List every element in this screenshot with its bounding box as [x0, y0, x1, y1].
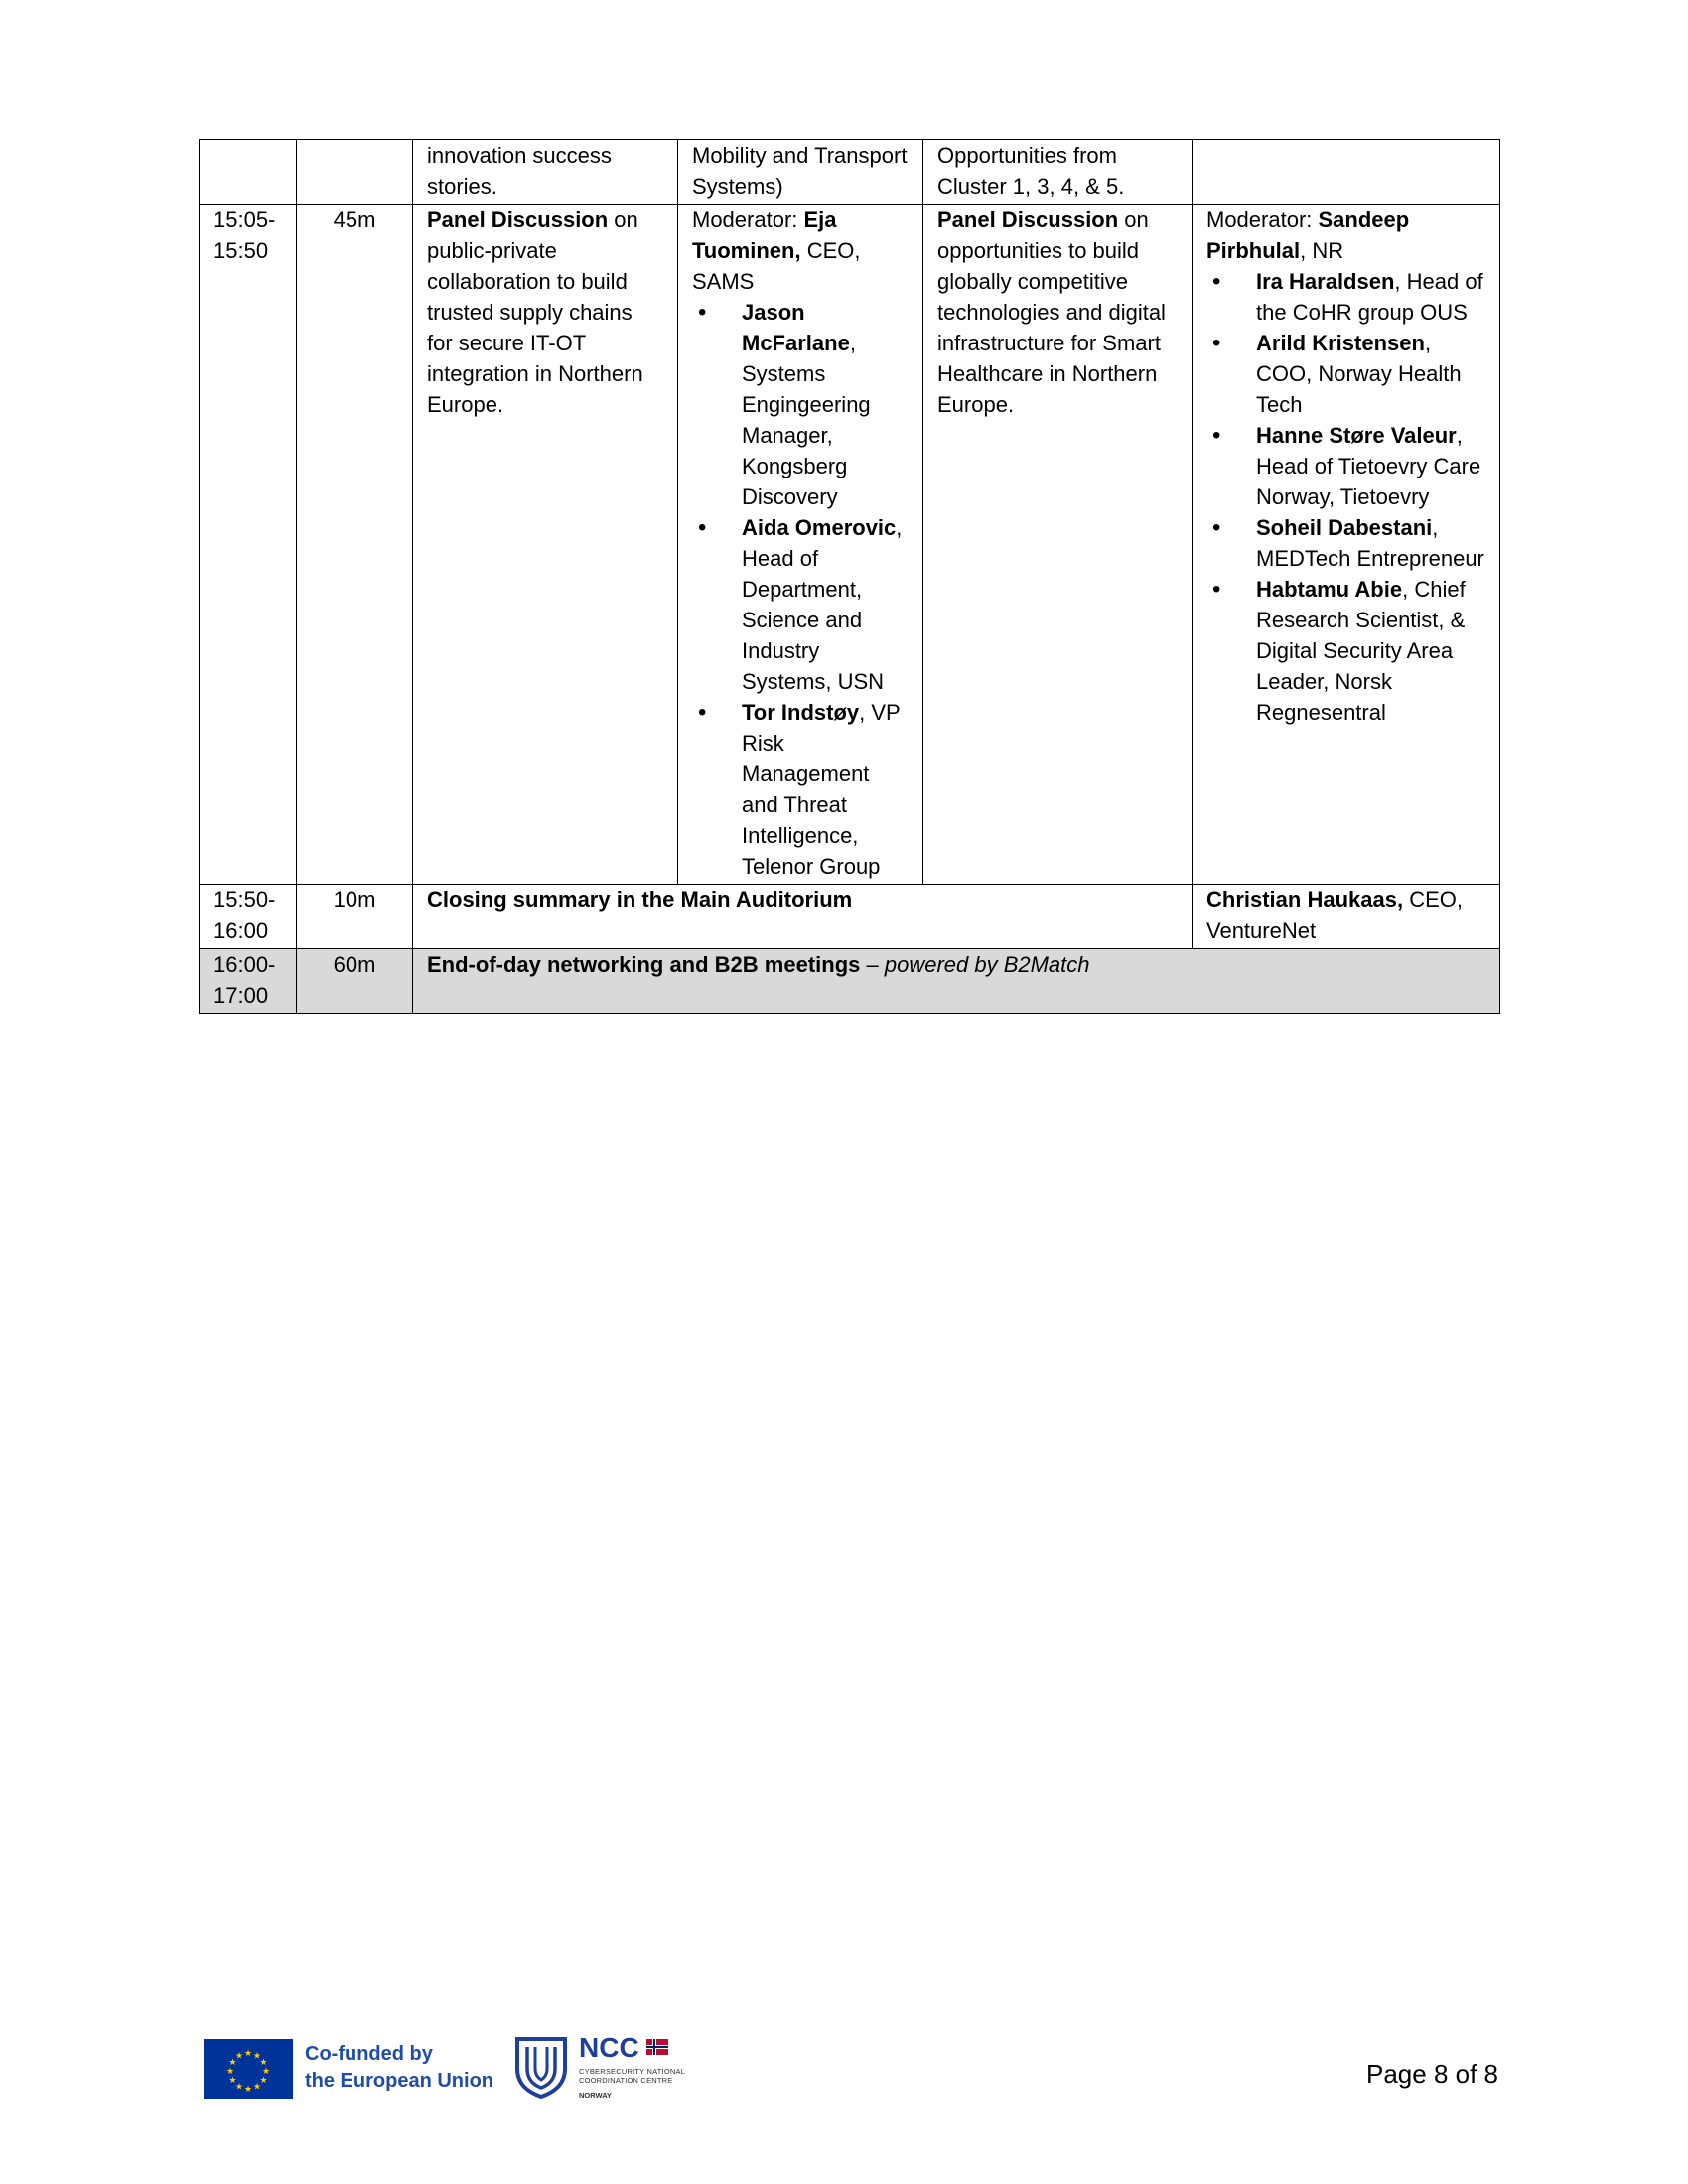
- svg-text:★: ★: [252, 2051, 262, 2062]
- svg-text:★: ★: [243, 2085, 253, 2095]
- svg-text:★: ★: [252, 2082, 262, 2093]
- list-item: • Jason McFarlane, Systems Engingeering Manager, Kongsberg Discovery: [742, 297, 909, 512]
- session-cell: Closing summary in the Main Auditorium: [413, 885, 1193, 949]
- table-row: [200, 949, 1500, 1014]
- moderator-name: Eja Tuominen,: [692, 207, 837, 263]
- time-end: 16:00: [213, 918, 269, 943]
- ncc-shield-icon: [513, 2035, 569, 2099]
- ncc-subtitle: CYBERSECURITY NATIONAL COORDINATION CENTRE: [579, 2067, 686, 2085]
- session-cell: Panel Discussion on public-private collaboration to build trusted supply chains for secure IT-OT integration in Northern Europe.: [413, 205, 678, 885]
- table-row: [200, 140, 1500, 205]
- svg-text:★: ★: [234, 2051, 244, 2062]
- eu-flag-icon: [204, 2039, 293, 2099]
- time-cell: [200, 140, 297, 205]
- agenda-table: [199, 139, 1500, 1014]
- list-item: • Tor Indstøy, VP Risk Management and Threat Intelligence, Telenor Group: [742, 697, 909, 882]
- list-item: • Ira Haraldsen, Head of the CoHR group OUS: [1256, 266, 1485, 328]
- svg-text:★: ★: [225, 2067, 235, 2077]
- svg-text:★: ★: [234, 2082, 244, 2093]
- speakers-cell: Moderator: Eja Tuominen, CEO, SAMS • Jason McFarlane, Systems Engingeering Manager, Kongsberg Discovery • Aida Omerovic, Head of Department, Science and Industry Systems, USN • Tor Indstøy, VP Risk Management and Threat Intelligence, Telenor Group: [678, 205, 923, 885]
- session-cell: Panel Discussion on opportunities to build globally competitive technologies and digital infrastructure for Smart Healthcare in Northern Europe.: [923, 205, 1193, 885]
- duration-cell: 10m: [297, 885, 413, 949]
- panelist-list: [692, 297, 909, 882]
- svg-text:★: ★: [228, 2058, 237, 2068]
- ncc-title: NCC: [579, 2032, 639, 2063]
- time-start: 16:00-: [213, 952, 276, 977]
- ncc-country: NORWAY: [579, 2091, 612, 2100]
- svg-text:★: ★: [261, 2067, 271, 2077]
- moderator-name: Sandeep Pirbhulal: [1206, 207, 1410, 263]
- norway-flag-icon: [646, 2039, 668, 2055]
- table-row: [200, 885, 1500, 949]
- svg-text:★: ★: [228, 2076, 237, 2086]
- funding-logos: [204, 2033, 690, 2103]
- speakers-cell: Mobility and Transport Systems): [678, 140, 923, 205]
- session-cell: innovation success stories.: [413, 140, 678, 205]
- svg-text:★: ★: [259, 2076, 268, 2086]
- duration-cell: 45m: [297, 205, 413, 885]
- svg-text:★: ★: [259, 2058, 268, 2068]
- table-row: [200, 205, 1500, 885]
- eu-cofunded-text: Co-funded by the European Union: [305, 2043, 493, 2092]
- duration-cell: 60m: [297, 949, 413, 1014]
- time-start: 15:05-: [213, 207, 276, 232]
- time-cell: [200, 205, 297, 885]
- time-cell: [200, 949, 297, 1014]
- duration-cell: [297, 140, 413, 205]
- list-item: • Arild Kristensen, COO, Norway Health Tech: [1256, 328, 1485, 420]
- list-item: • Soheil Dabestani, MEDTech Entrepreneur: [1256, 512, 1485, 574]
- panelist-list: [1206, 266, 1485, 728]
- eu-stars-icon: [204, 2039, 293, 2099]
- speakers-cell: Moderator: Sandeep Pirbhulal, NR • Ira Haraldsen, Head of the CoHR group OUS • Arild Kristensen, COO, Norway Health Tech • Hanne Støre Valeur, Head of Tietoevry Care Norway, Tietoevry • Soheil Dabestani, MEDTech Entrepreneur • Habtamu Abie, Chief Research Scientist, & Digital Security Area Leader, Norsk Regnesentral: [1193, 205, 1500, 885]
- session-cell: End-of-day networking and B2B meetings – powered by B2Match: [413, 949, 1500, 1014]
- time-end: 17:00: [213, 983, 269, 1008]
- time-end: 15:50: [213, 238, 269, 263]
- list-item: • Habtamu Abie, Chief Research Scientist, & Digital Security Area Leader, Norsk Regnesentral: [1256, 574, 1485, 728]
- list-item: • Aida Omerovic, Head of Department, Science and Industry Systems, USN: [742, 512, 909, 697]
- page-number: Page 8 of 8: [1366, 2059, 1498, 2089]
- svg-text:★: ★: [243, 2049, 253, 2059]
- list-item: • Hanne Støre Valeur, Head of Tietoevry Care Norway, Tietoevry: [1256, 420, 1485, 512]
- speakers-cell: Christian Haukaas, CEO, VentureNet: [1193, 885, 1500, 949]
- time-start: 15:50-: [213, 887, 276, 912]
- speakers-cell: [1193, 140, 1500, 205]
- time-cell: [200, 885, 297, 949]
- session-cell: Opportunities from Cluster 1, 3, 4, & 5.: [923, 140, 1193, 205]
